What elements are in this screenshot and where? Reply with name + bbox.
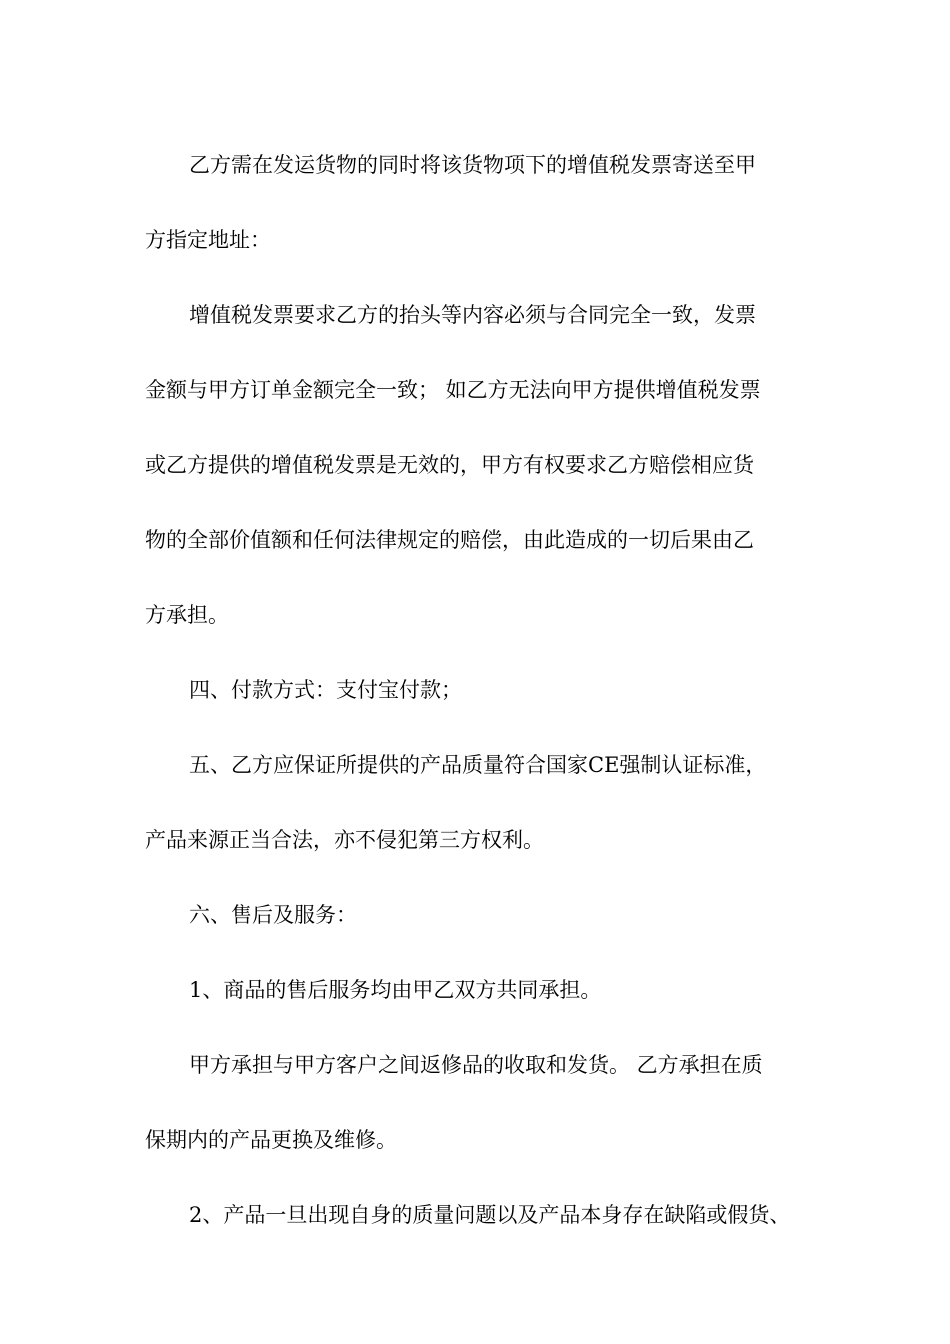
- text-line-11: 六、售后及服务：: [189, 903, 357, 927]
- text-line-14: 保期内的产品更换及维修。: [145, 1128, 397, 1152]
- text-line-1: 乙方需在发运货物的同时将该货物项下的增值税发票寄送至甲: [189, 153, 756, 177]
- text-line-2: 方指定地址：: [145, 228, 271, 252]
- text-line-7: 方承担。: [145, 603, 229, 627]
- text-line-6: 物的全部价值额和任何法律规定的赔偿，由此造成的一切后果由乙: [145, 528, 754, 552]
- text-line-3: 增值税发票要求乙方的抬头等内容必须与合同完全一致，发票: [189, 303, 756, 327]
- text-line-5: 或乙方提供的增值税发票是无效的，甲方有权要求乙方赔偿相应货: [145, 453, 754, 477]
- text-line-4: 金额与甲方订单金额完全一致； 如乙方无法向甲方提供增值税发票: [145, 378, 761, 402]
- document-page: [145, 128, 825, 1253]
- text-line-10: 产品来源正当合法，亦不侵犯第三方权利。: [145, 828, 544, 852]
- text-line-9: 五、乙方应保证所提供的产品质量符合国家CE强制认证标准，: [189, 753, 767, 777]
- text-line-13: 甲方承担与甲方客户之间返修品的收取和发货。 乙方承担在质: [189, 1053, 763, 1077]
- text-line-8: 四、付款方式：支付宝付款；: [189, 678, 462, 702]
- text-line-15: 2、产品一旦出现自身的质量问题以及产品本身存在缺陷或假货、: [189, 1203, 791, 1227]
- text-line-12: 1、商品的售后服务均由甲乙双方共同承担。: [189, 978, 602, 1002]
